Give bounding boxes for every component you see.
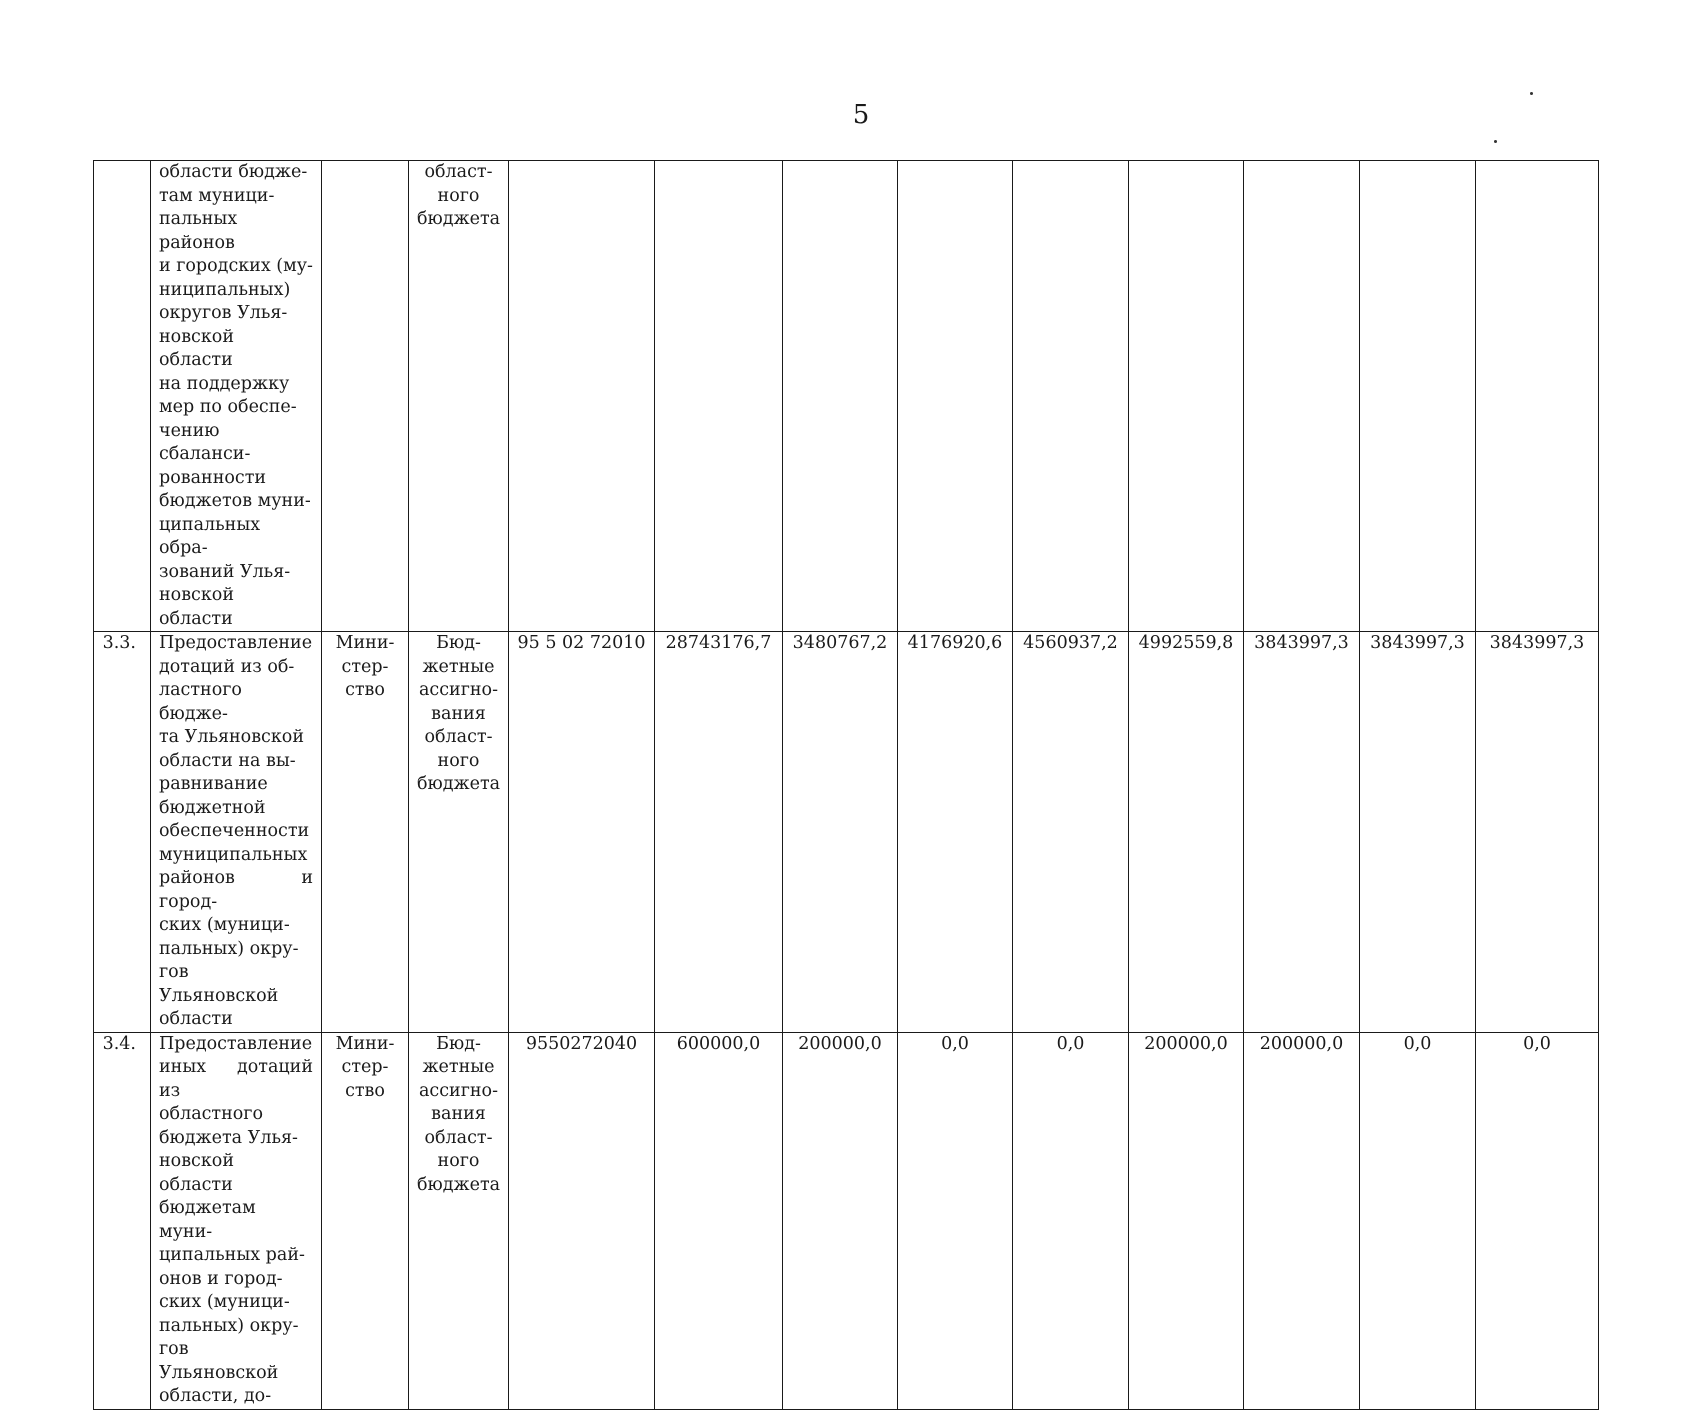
measure-name-cell: области бюдже- там муници- пальных районов и городских (му- ниципальных) округов Улья- новской области на поддержку мер по обеспе- чению сбаланси- рованности бюджетов муни- ципальных обра- зований Улья- новской области: [151, 161, 322, 632]
responsible-cell: Мини- стер- ство: [322, 1032, 409, 1409]
value-cell: [1013, 161, 1129, 632]
table-row: [94, 1032, 1599, 1409]
value-cell: [1129, 161, 1244, 632]
value-cell: 0,0: [1476, 1032, 1599, 1409]
value-cell: 4176920,6: [898, 632, 1013, 1033]
kbk-cell: 95 5 02 72010: [509, 632, 655, 1033]
kbk-cell: [509, 161, 655, 632]
table-row: [94, 632, 1599, 1033]
measure-name-cell: Предоставление иных дотаций из областного бюджета Улья- новской области бюджетам муни- ципальных рай- онов и город- ских (муници- пальных) окру- гов Ульяновской области, до-: [151, 1032, 322, 1409]
row-number-cell: 3.3.: [94, 632, 151, 1033]
value-cell: 3843997,3: [1360, 632, 1476, 1033]
value-cell: 4560937,2: [1013, 632, 1129, 1033]
budget-table: [93, 160, 1599, 1410]
value-cell: 200000,0: [783, 1032, 898, 1409]
responsible-cell: Мини- стер- ство: [322, 632, 409, 1033]
page-number: 5: [852, 100, 870, 130]
value-cell: 3843997,3: [1244, 632, 1360, 1033]
value-cell: [898, 161, 1013, 632]
scan-speck: [1530, 92, 1533, 95]
value-cell: 0,0: [898, 1032, 1013, 1409]
scan-speck: [1494, 140, 1497, 143]
funding-source-cell: област- ного бюджета: [409, 161, 509, 632]
value-cell: 0,0: [1360, 1032, 1476, 1409]
table-row: [94, 161, 1599, 632]
value-cell: [783, 161, 898, 632]
value-cell: [655, 161, 783, 632]
value-cell: 3843997,3: [1476, 632, 1599, 1033]
value-cell: 200000,0: [1129, 1032, 1244, 1409]
value-cell: 200000,0: [1244, 1032, 1360, 1409]
value-cell: [1476, 161, 1599, 632]
value-cell: [1360, 161, 1476, 632]
funding-source-cell: Бюд- жетные ассигно- вания област- ного бюджета: [409, 1032, 509, 1409]
responsible-cell: [322, 161, 409, 632]
value-cell: 3480767,2: [783, 632, 898, 1033]
kbk-cell: 9550272040: [509, 1032, 655, 1409]
row-number-cell: [94, 161, 151, 632]
row-number-cell: 3.4.: [94, 1032, 151, 1409]
value-cell: [1244, 161, 1360, 632]
value-cell: 600000,0: [655, 1032, 783, 1409]
funding-source-cell: Бюд- жетные ассигно- вания област- ного бюджета: [409, 632, 509, 1033]
measure-name-cell: Предоставление дотаций из об- ластного бюдже- та Ульяновской области на вы- равнивание бюджетной обеспеченности муниципальных районов и город- ских (муници- пальных) окру- гов Ульяновской области: [151, 632, 322, 1033]
value-cell: 4992559,8: [1129, 632, 1244, 1033]
value-cell: 0,0: [1013, 1032, 1129, 1409]
value-cell: 28743176,7: [655, 632, 783, 1033]
